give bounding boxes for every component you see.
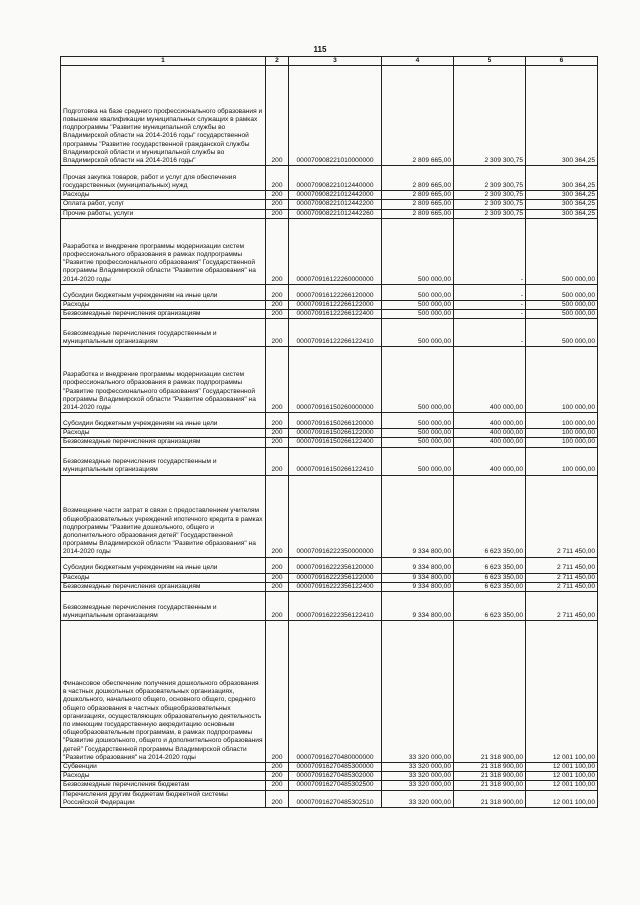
row-executed-amount-cell: 6 623 350,00 bbox=[454, 592, 526, 621]
row-admin-code-cell: 200 bbox=[266, 475, 289, 557]
row-admin-code-cell: 200 bbox=[266, 763, 289, 772]
row-executed-amount-cell: 400 000,00 bbox=[454, 347, 526, 413]
row-approved-amount-cell: 500 000,00 bbox=[382, 347, 454, 413]
row-unexecuted-amount-cell: 2 711 450,00 bbox=[526, 557, 598, 573]
table-row bbox=[61, 310, 598, 319]
row-name-cell: Расходы bbox=[61, 772, 266, 781]
row-approved-amount-cell: 500 000,00 bbox=[382, 284, 454, 300]
row-admin-code-cell: 200 bbox=[266, 592, 289, 621]
row-admin-code-cell: 200 bbox=[266, 429, 289, 438]
budget-execution-table bbox=[60, 56, 598, 808]
row-budget-code-cell: 000070908221010000000 bbox=[289, 66, 382, 166]
table-row bbox=[61, 347, 598, 413]
row-budget-code-cell: 000070916222356122000 bbox=[289, 573, 382, 582]
row-executed-amount-cell: 6 623 350,00 bbox=[454, 582, 526, 591]
row-name-cell: Безвозмездные перечисления бюджетам bbox=[61, 781, 266, 790]
row-name-cell: Расходы bbox=[61, 573, 266, 582]
table-row bbox=[61, 284, 598, 300]
row-executed-amount-cell: - bbox=[454, 218, 526, 284]
row-admin-code-cell: 200 bbox=[266, 191, 289, 200]
table-row bbox=[61, 300, 598, 309]
row-admin-code-cell: 200 bbox=[266, 413, 289, 429]
row-executed-amount-cell: 2 309 300,75 bbox=[454, 191, 526, 200]
row-admin-code-cell: 200 bbox=[266, 310, 289, 319]
column-header-3: 3 bbox=[289, 57, 382, 66]
row-unexecuted-amount-cell: 300 364,25 bbox=[526, 191, 598, 200]
row-admin-code-cell: 200 bbox=[266, 284, 289, 300]
row-name-cell: Безвозмездные перечисления организациям bbox=[61, 438, 266, 447]
row-admin-code-cell: 200 bbox=[266, 447, 289, 475]
row-budget-code-cell: 000070908221012442200 bbox=[289, 200, 382, 209]
row-executed-amount-cell: 21 318 900,00 bbox=[454, 772, 526, 781]
table-row bbox=[61, 447, 598, 475]
table-row bbox=[61, 429, 598, 438]
row-name-cell: Перечисления другим бюджетам бюджетной системы Российской Федерации bbox=[61, 790, 266, 807]
row-unexecuted-amount-cell: 300 364,25 bbox=[526, 200, 598, 209]
row-admin-code-cell: 200 bbox=[266, 300, 289, 309]
table-row bbox=[61, 475, 598, 557]
row-approved-amount-cell: 500 000,00 bbox=[382, 319, 454, 347]
row-approved-amount-cell: 33 320 000,00 bbox=[382, 772, 454, 781]
table-row bbox=[61, 790, 598, 807]
row-budget-code-cell: 000070916122266122400 bbox=[289, 310, 382, 319]
row-unexecuted-amount-cell: 100 000,00 bbox=[526, 438, 598, 447]
row-executed-amount-cell: 2 309 300,75 bbox=[454, 66, 526, 166]
row-unexecuted-amount-cell: 100 000,00 bbox=[526, 347, 598, 413]
row-unexecuted-amount-cell: 300 364,25 bbox=[526, 166, 598, 191]
table-row bbox=[61, 191, 598, 200]
row-admin-code-cell: 200 bbox=[266, 209, 289, 218]
column-header-6: 6 bbox=[526, 57, 598, 66]
row-executed-amount-cell: 21 318 900,00 bbox=[454, 781, 526, 790]
table-body bbox=[61, 66, 598, 808]
row-budget-code-cell: 000070916270485302500 bbox=[289, 781, 382, 790]
row-budget-code-cell: 000070916270485302000 bbox=[289, 772, 382, 781]
row-budget-code-cell: 000070916270485302510 bbox=[289, 790, 382, 807]
row-name-cell: Расходы bbox=[61, 429, 266, 438]
row-approved-amount-cell: 2 809 665,00 bbox=[382, 191, 454, 200]
row-name-cell: Безвозмездные перечисления государственным и муниципальным организациям bbox=[61, 447, 266, 475]
row-budget-code-cell: 000070916150266122000 bbox=[289, 429, 382, 438]
row-executed-amount-cell: - bbox=[454, 284, 526, 300]
column-header-2: 2 bbox=[266, 57, 289, 66]
row-executed-amount-cell: 21 318 900,00 bbox=[454, 763, 526, 772]
row-budget-code-cell: 000070916270485300000 bbox=[289, 763, 382, 772]
row-unexecuted-amount-cell: 500 000,00 bbox=[526, 310, 598, 319]
row-name-cell: Расходы bbox=[61, 191, 266, 200]
row-approved-amount-cell: 9 334 800,00 bbox=[382, 475, 454, 557]
table-row bbox=[61, 200, 598, 209]
row-approved-amount-cell: 2 809 665,00 bbox=[382, 66, 454, 166]
row-approved-amount-cell: 9 334 800,00 bbox=[382, 592, 454, 621]
table-row bbox=[61, 621, 598, 763]
row-budget-code-cell: 000070916222356120000 bbox=[289, 557, 382, 573]
row-name-cell: Субсидии бюджетным учреждениям на иные цели bbox=[61, 284, 266, 300]
row-executed-amount-cell: 21 318 900,00 bbox=[454, 621, 526, 763]
row-name-cell: Безвозмездные перечисления государственным и муниципальным организациям bbox=[61, 319, 266, 347]
row-name-cell: Безвозмездные перечисления государственным и муниципальным организациям bbox=[61, 592, 266, 621]
row-approved-amount-cell: 500 000,00 bbox=[382, 310, 454, 319]
row-unexecuted-amount-cell: 500 000,00 bbox=[526, 218, 598, 284]
row-unexecuted-amount-cell: 500 000,00 bbox=[526, 319, 598, 347]
row-unexecuted-amount-cell: 2 711 450,00 bbox=[526, 573, 598, 582]
row-unexecuted-amount-cell: 100 000,00 bbox=[526, 447, 598, 475]
row-name-cell: Оплата работ, услуг bbox=[61, 200, 266, 209]
row-admin-code-cell: 200 bbox=[266, 66, 289, 166]
row-budget-code-cell: 000070916150266122400 bbox=[289, 438, 382, 447]
row-name-cell: Расходы bbox=[61, 300, 266, 309]
table-row bbox=[61, 218, 598, 284]
table-row bbox=[61, 209, 598, 218]
row-name-cell: Прочая закупка товаров, работ и услуг для обеспечения государственных (муниципальных) нужд bbox=[61, 166, 266, 191]
row-admin-code-cell: 200 bbox=[266, 781, 289, 790]
table-row bbox=[61, 772, 598, 781]
table-row bbox=[61, 781, 598, 790]
row-budget-code-cell: 000070916222356122410 bbox=[289, 592, 382, 621]
row-name-cell: Безвозмездные перечисления организациям bbox=[61, 310, 266, 319]
column-header-4: 4 bbox=[382, 57, 454, 66]
column-header-5: 5 bbox=[454, 57, 526, 66]
row-budget-code-cell: 000070916270480000000 bbox=[289, 621, 382, 763]
table-row bbox=[61, 763, 598, 772]
row-approved-amount-cell: 33 320 000,00 bbox=[382, 790, 454, 807]
row-name-cell: Разработка и внедрение программы модернизации систем профессионального образования в рамках подпрограммы "Развитие профессионального образования" Государственной программы Владимирской области "Развитие образования" на 2014-2020 годы bbox=[61, 347, 266, 413]
row-budget-code-cell: 000070916122266122000 bbox=[289, 300, 382, 309]
row-executed-amount-cell: 6 623 350,00 bbox=[454, 557, 526, 573]
table-row bbox=[61, 66, 598, 166]
row-executed-amount-cell: 6 623 350,00 bbox=[454, 475, 526, 557]
row-budget-code-cell: 000070916150260000000 bbox=[289, 347, 382, 413]
row-unexecuted-amount-cell: 300 364,25 bbox=[526, 66, 598, 166]
row-unexecuted-amount-cell: 2 711 450,00 bbox=[526, 582, 598, 591]
row-unexecuted-amount-cell: 2 711 450,00 bbox=[526, 475, 598, 557]
row-name-cell: Разработка и внедрение программы модернизации систем профессионального образования в рамках подпрограммы "Развитие профессионального образования" Государственной программы Владимирской области "Развитие образования" на 2014-2020 годы bbox=[61, 218, 266, 284]
row-approved-amount-cell: 2 809 665,00 bbox=[382, 166, 454, 191]
row-executed-amount-cell: - bbox=[454, 319, 526, 347]
table-row bbox=[61, 592, 598, 621]
row-budget-code-cell: 000070908221012442000 bbox=[289, 191, 382, 200]
row-budget-code-cell: 000070908221012442260 bbox=[289, 209, 382, 218]
row-executed-amount-cell: 6 623 350,00 bbox=[454, 573, 526, 582]
row-approved-amount-cell: 500 000,00 bbox=[382, 218, 454, 284]
row-budget-code-cell: 000070916222356122400 bbox=[289, 582, 382, 591]
row-approved-amount-cell: 33 320 000,00 bbox=[382, 763, 454, 772]
row-admin-code-cell: 200 bbox=[266, 319, 289, 347]
row-budget-code-cell: 000070916222350000000 bbox=[289, 475, 382, 557]
table-row bbox=[61, 573, 598, 582]
table-header-row bbox=[61, 57, 598, 66]
row-unexecuted-amount-cell: 12 001 100,00 bbox=[526, 790, 598, 807]
row-budget-code-cell: 000070916150266122410 bbox=[289, 447, 382, 475]
row-admin-code-cell: 200 bbox=[266, 438, 289, 447]
row-unexecuted-amount-cell: 100 000,00 bbox=[526, 429, 598, 438]
row-executed-amount-cell: 2 309 300,75 bbox=[454, 209, 526, 218]
row-name-cell: Прочие работы, услуги bbox=[61, 209, 266, 218]
row-admin-code-cell: 200 bbox=[266, 347, 289, 413]
row-unexecuted-amount-cell: 12 001 100,00 bbox=[526, 621, 598, 763]
row-admin-code-cell: 200 bbox=[266, 790, 289, 807]
row-name-cell: Субвенции bbox=[61, 763, 266, 772]
row-name-cell: Субсидии бюджетным учреждениям на иные цели bbox=[61, 557, 266, 573]
row-admin-code-cell: 200 bbox=[266, 200, 289, 209]
row-approved-amount-cell: 500 000,00 bbox=[382, 429, 454, 438]
row-executed-amount-cell: 2 309 300,75 bbox=[454, 200, 526, 209]
row-approved-amount-cell: 33 320 000,00 bbox=[382, 781, 454, 790]
row-executed-amount-cell: 400 000,00 bbox=[454, 447, 526, 475]
row-approved-amount-cell: 2 809 665,00 bbox=[382, 200, 454, 209]
row-approved-amount-cell: 500 000,00 bbox=[382, 413, 454, 429]
table-row bbox=[61, 557, 598, 573]
row-approved-amount-cell: 500 000,00 bbox=[382, 300, 454, 309]
row-admin-code-cell: 200 bbox=[266, 772, 289, 781]
row-executed-amount-cell: 400 000,00 bbox=[454, 438, 526, 447]
table-row bbox=[61, 166, 598, 191]
row-name-cell: Субсидии бюджетным учреждениям на иные цели bbox=[61, 413, 266, 429]
row-approved-amount-cell: 500 000,00 bbox=[382, 447, 454, 475]
row-executed-amount-cell: - bbox=[454, 310, 526, 319]
row-admin-code-cell: 200 bbox=[266, 218, 289, 284]
row-unexecuted-amount-cell: 12 001 100,00 bbox=[526, 763, 598, 772]
row-executed-amount-cell: 400 000,00 bbox=[454, 413, 526, 429]
table-row bbox=[61, 413, 598, 429]
row-budget-code-cell: 000070908221012440000 bbox=[289, 166, 382, 191]
row-budget-code-cell: 000070916122266122410 bbox=[289, 319, 382, 347]
row-executed-amount-cell: 400 000,00 bbox=[454, 429, 526, 438]
row-budget-code-cell: 000070916150266120000 bbox=[289, 413, 382, 429]
row-approved-amount-cell: 500 000,00 bbox=[382, 438, 454, 447]
row-approved-amount-cell: 9 334 800,00 bbox=[382, 582, 454, 591]
row-executed-amount-cell: - bbox=[454, 300, 526, 309]
row-unexecuted-amount-cell: 12 001 100,00 bbox=[526, 781, 598, 790]
table-row bbox=[61, 438, 598, 447]
row-admin-code-cell: 200 bbox=[266, 557, 289, 573]
row-admin-code-cell: 200 bbox=[266, 573, 289, 582]
row-name-cell: Подготовка на базе среднего профессионального образования и повышение квалификации муниципальных служащих в рамках подпрограммы "Развитие муниципальной службы во Владимирской области на 2014-2016 годы" государственной программы "Развитие государственной гражданской службы Владимирской области и муниципальной службы во Владимирской области на 2014-2016 годы" bbox=[61, 66, 266, 166]
row-admin-code-cell: 200 bbox=[266, 582, 289, 591]
row-executed-amount-cell: 2 309 300,75 bbox=[454, 166, 526, 191]
row-name-cell: Возмещение части затрат в связи с предоставлением учителям общеобразовательных учреждений ипотечного кредита в рамках подпрограммы "Развитие дошкольного, общего и дополнительного образования детей" Государственной программы Владимирской области "Развитие образования" на 2014-2020 годы bbox=[61, 475, 266, 557]
page-number: 115 bbox=[313, 45, 327, 54]
row-admin-code-cell: 200 bbox=[266, 621, 289, 763]
table-row bbox=[61, 319, 598, 347]
row-executed-amount-cell: 21 318 900,00 bbox=[454, 790, 526, 807]
row-approved-amount-cell: 9 334 800,00 bbox=[382, 573, 454, 582]
row-approved-amount-cell: 9 334 800,00 bbox=[382, 557, 454, 573]
row-unexecuted-amount-cell: 300 364,25 bbox=[526, 209, 598, 218]
row-approved-amount-cell: 2 809 665,00 bbox=[382, 209, 454, 218]
row-unexecuted-amount-cell: 12 001 100,00 bbox=[526, 772, 598, 781]
row-unexecuted-amount-cell: 100 000,00 bbox=[526, 413, 598, 429]
row-name-cell: Финансовое обеспечение получения дошкольного образования в частных дошкольных образовательных организациях, дошкольного, начального общего, основного общего, среднего общего образования в частных общеобразовательных организациях, осуществляющих образовательную деятельность по имеющим государственную аккредитацию основным общеобразовательным программам, в рамках подпрограммы "Развитие дошкольного, общего и дополнительного образования детей" Государственной программы Владимирской области "Развитие образования" на 2014-2020 годы bbox=[61, 621, 266, 763]
row-budget-code-cell: 000070916122260000000 bbox=[289, 218, 382, 284]
row-budget-code-cell: 000070916122266120000 bbox=[289, 284, 382, 300]
row-unexecuted-amount-cell: 500 000,00 bbox=[526, 284, 598, 300]
row-unexecuted-amount-cell: 500 000,00 bbox=[526, 300, 598, 309]
row-unexecuted-amount-cell: 2 711 450,00 bbox=[526, 592, 598, 621]
row-approved-amount-cell: 33 320 000,00 bbox=[382, 621, 454, 763]
row-admin-code-cell: 200 bbox=[266, 166, 289, 191]
table-row bbox=[61, 582, 598, 591]
column-header-1: 1 bbox=[61, 57, 266, 66]
row-name-cell: Безвозмездные перечисления организациям bbox=[61, 582, 266, 591]
